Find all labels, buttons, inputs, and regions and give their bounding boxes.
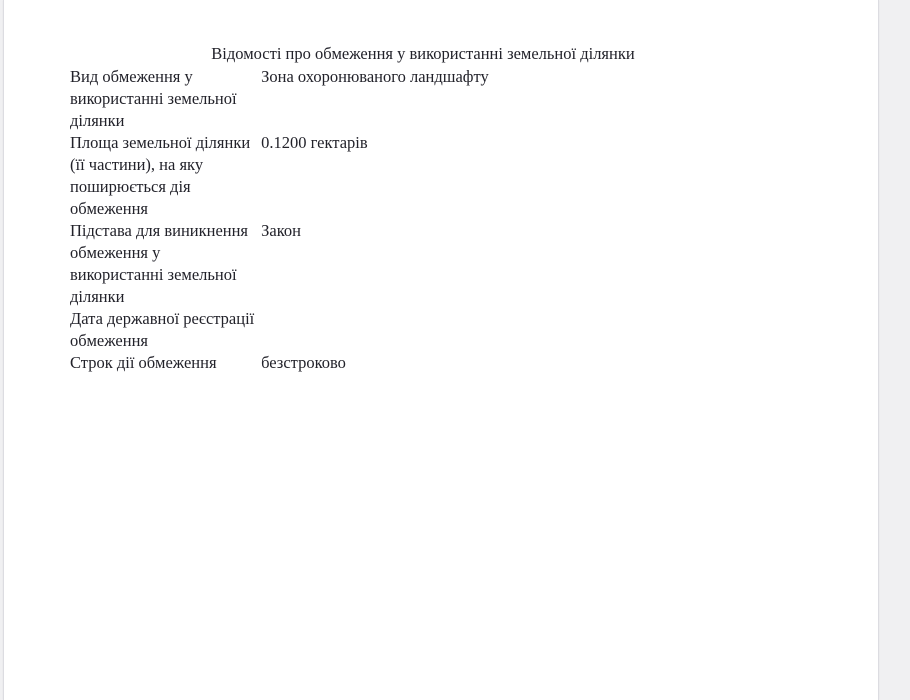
table-row <box>70 132 690 220</box>
table-row <box>70 66 690 132</box>
row-value <box>261 308 690 352</box>
row-label: Підстава для виникнення обмеження у використанні земельної ділянки <box>70 221 249 306</box>
table-row <box>70 220 690 308</box>
row-value: Зона охоронюваного ландшафту <box>261 67 489 86</box>
row-label: Строк дії обмеження <box>70 353 217 372</box>
document-page <box>3 0 879 700</box>
page-title: Відомості про обмеження у використанні земельної ділянки <box>211 44 635 63</box>
table-body <box>70 66 690 374</box>
row-label: Площа земельної ділянки (її частини), на яку поширюється дія обмеження <box>70 133 251 218</box>
table-row <box>70 352 690 374</box>
row-label: Дата державної реєстрації обмеження <box>70 309 255 350</box>
land-restriction-info-table <box>70 66 690 374</box>
row-value: безстроково <box>261 353 346 372</box>
row-value: 0.1200 гектарів <box>261 133 368 152</box>
row-value: Закон <box>261 221 301 240</box>
document-body <box>4 0 878 700</box>
table-row <box>70 308 690 352</box>
row-label: Вид обмеження у використанні земельної ділянки <box>70 67 237 130</box>
